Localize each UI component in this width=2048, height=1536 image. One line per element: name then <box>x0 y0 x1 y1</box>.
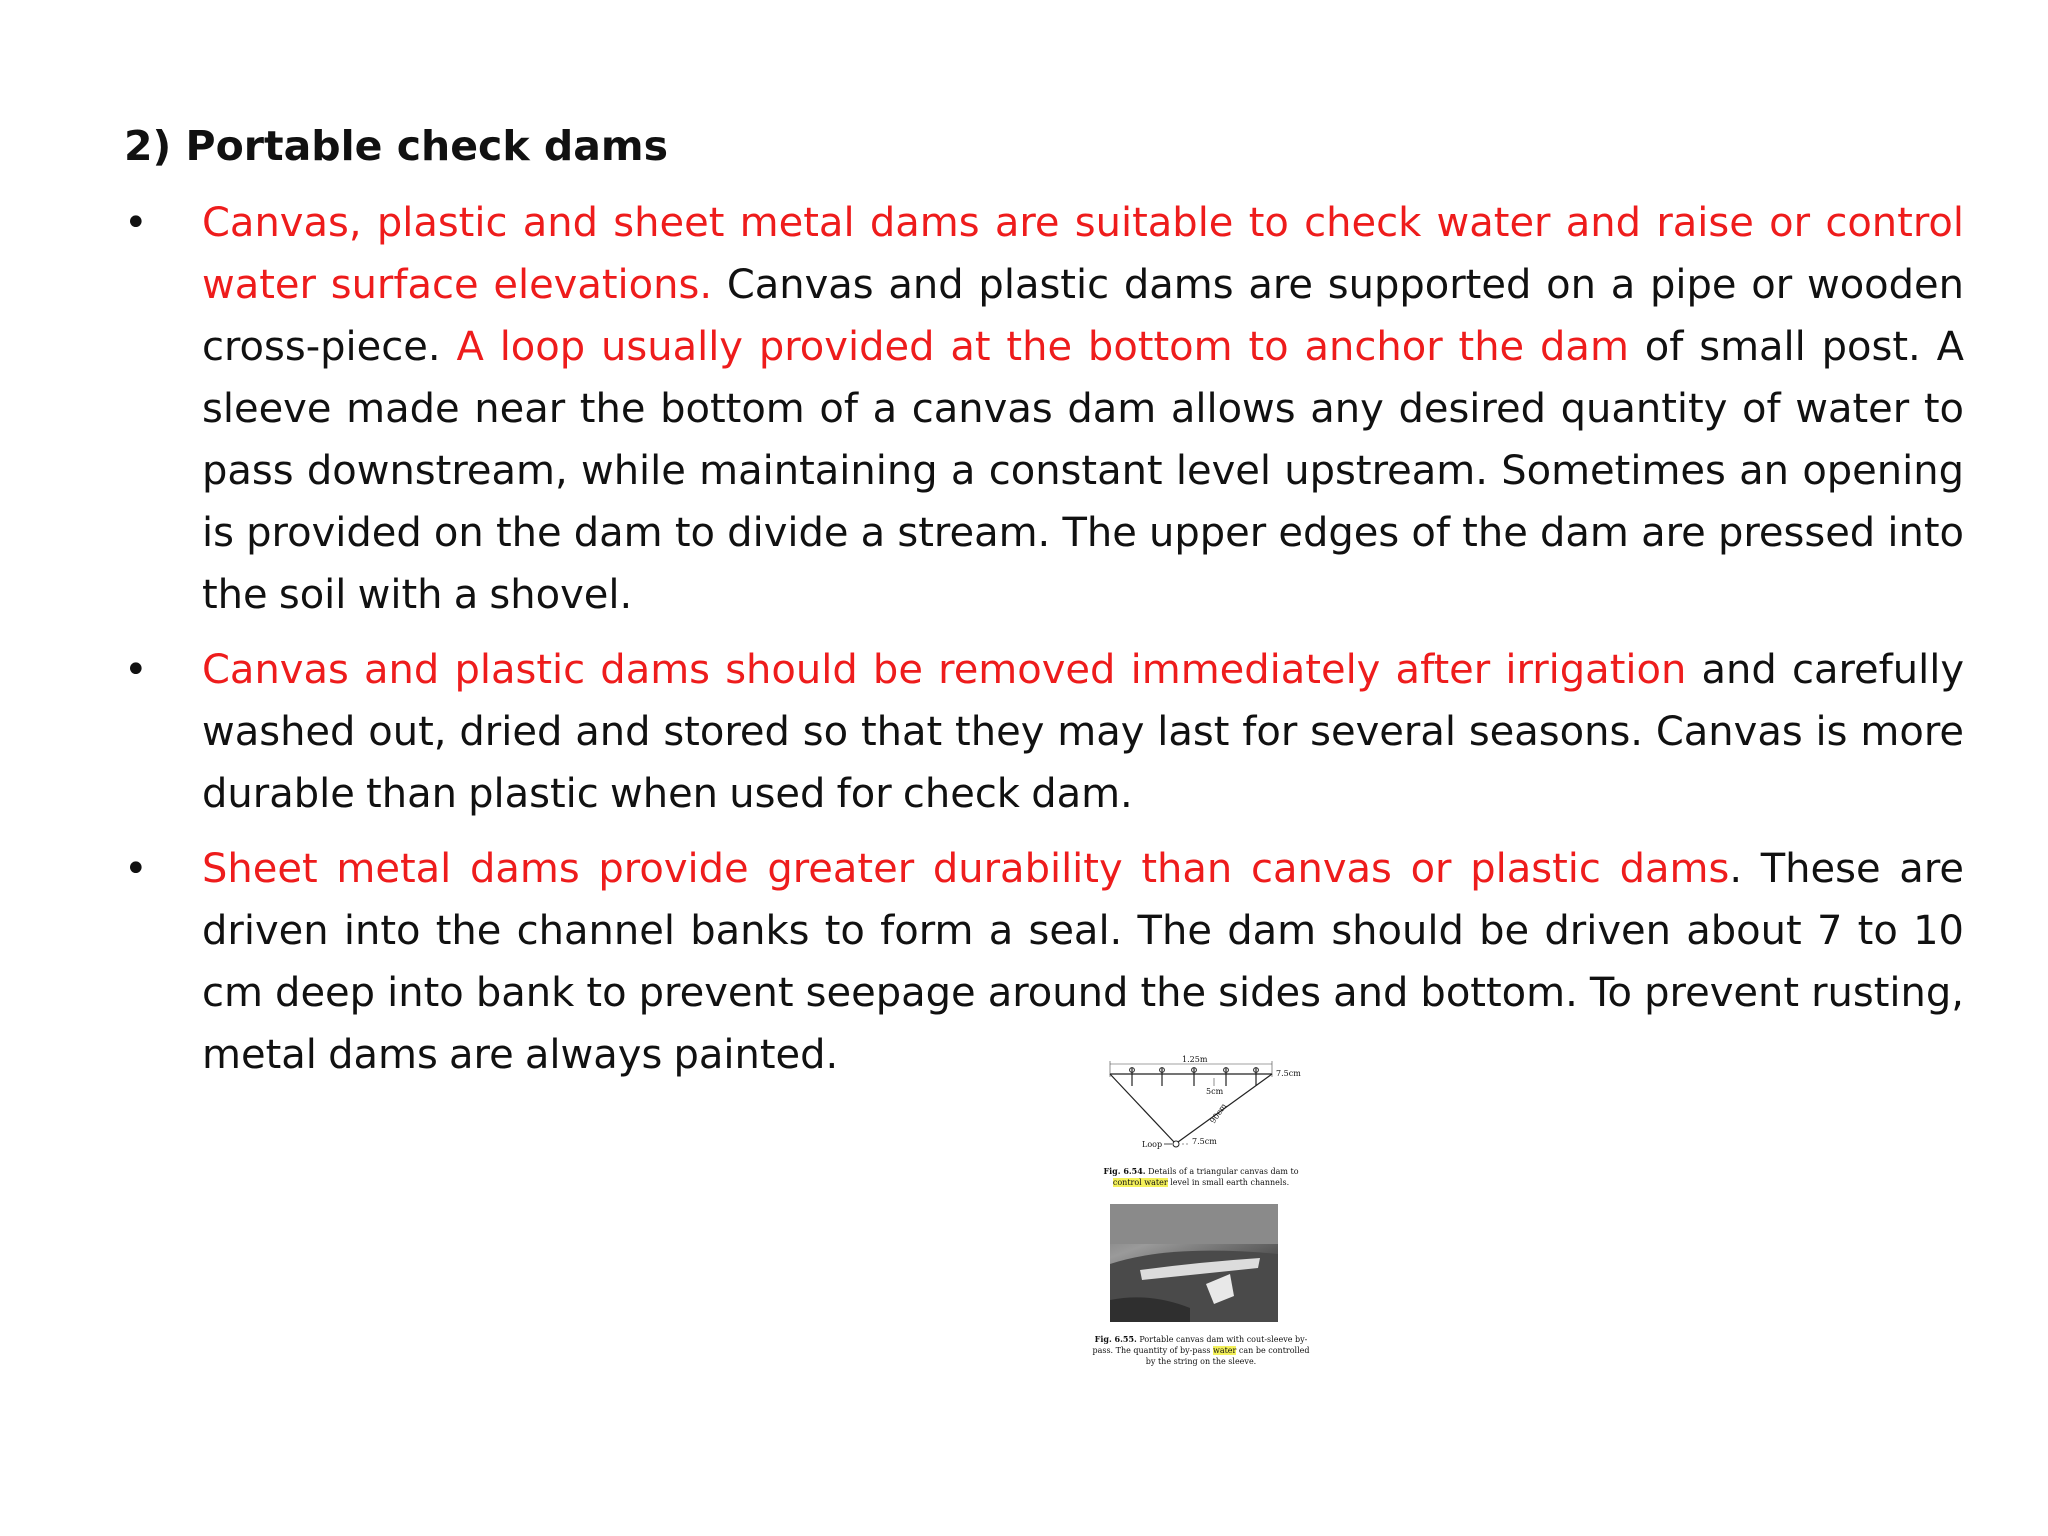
bullet-text <box>202 639 1964 825</box>
triangular-dam-diagram <box>1102 1052 1302 1164</box>
bullet-dot: • <box>124 200 148 246</box>
slide-title: 2) Portable check dams <box>124 122 669 170</box>
dim-bottom-label: 7.5cm <box>1192 1137 1217 1146</box>
highlight-text: Sheet metal dams provide greater durability than canvas or plastic dams <box>202 846 1730 892</box>
dam-figure <box>1092 1052 1310 1382</box>
loop-label: Loop <box>1142 1140 1163 1149</box>
caption-text: level in small earth channels. <box>1167 1178 1290 1187</box>
body-text: Canvas and plastic dams are supported on a pipe or wooden cross-piece. <box>202 262 1964 370</box>
dim-inner-label: 5cm <box>1206 1087 1224 1096</box>
highlight-text: Canvas, plastic and sheet metal dams are suitable to check water and raise or control water surface elevations. <box>202 200 1964 308</box>
dim-right-label: 7.5cm <box>1276 1069 1301 1078</box>
highlight-text: Canvas and plastic dams should be removed immediately after irrigation <box>202 647 1687 693</box>
dim-side-label: 90cm <box>1208 1101 1229 1126</box>
caption-fig-number: Fig. 6.54. <box>1103 1166 1146 1176</box>
canvas-dam-photo <box>1110 1204 1278 1322</box>
caption-text: Portable canvas dam with cout-sleeve by-pass. The quantity of by-pass <box>1092 1335 1308 1355</box>
highlight-text: A loop usually provided at the bottom to anchor the dam <box>456 324 1629 370</box>
bullet-dot: • <box>124 647 148 693</box>
bullet-text <box>202 192 1964 626</box>
body-text: of small post. A sleeve made near the bottom of a canvas dam allows any desired quantity of water to pass downstream, while maintaining a constant level upstream. Sometimes an opening is provided on the dam to divide a stream. The upper edges of the dam are pressed into the soil with a shovel. <box>202 324 1964 618</box>
bullet-item-1 <box>124 192 1984 626</box>
caption-text: Details of a triangular canvas dam to <box>1145 1167 1299 1176</box>
caption-text: can be controlled by the string on the sleeve. <box>1145 1346 1310 1366</box>
caption-highlight: water <box>1212 1346 1237 1355</box>
body-text: and carefully washed out, dried and stored so that they may last for several seasons. Canvas is more durable than plastic when used for check dam. <box>202 647 1964 817</box>
bullet-item-3 <box>124 838 1984 1086</box>
body-text: . These are driven into the channel banks to form a seal. The dam should be driven about 7 to 10 cm deep into bank to prevent seepage around the sides and bottom. To prevent rusting, metal dams are always painted. <box>202 846 1964 1078</box>
caption-fig-number: Fig. 6.55. <box>1094 1334 1137 1344</box>
dim-top-label: 1.25m <box>1182 1055 1208 1064</box>
caption-highlight: control water <box>1112 1178 1168 1187</box>
bullet-dot: • <box>124 846 148 892</box>
figure-caption-2 <box>1092 1334 1310 1367</box>
bullet-item-2 <box>124 639 1984 825</box>
bullet-text <box>202 838 1964 1086</box>
figure-caption-1 <box>1092 1166 1310 1188</box>
